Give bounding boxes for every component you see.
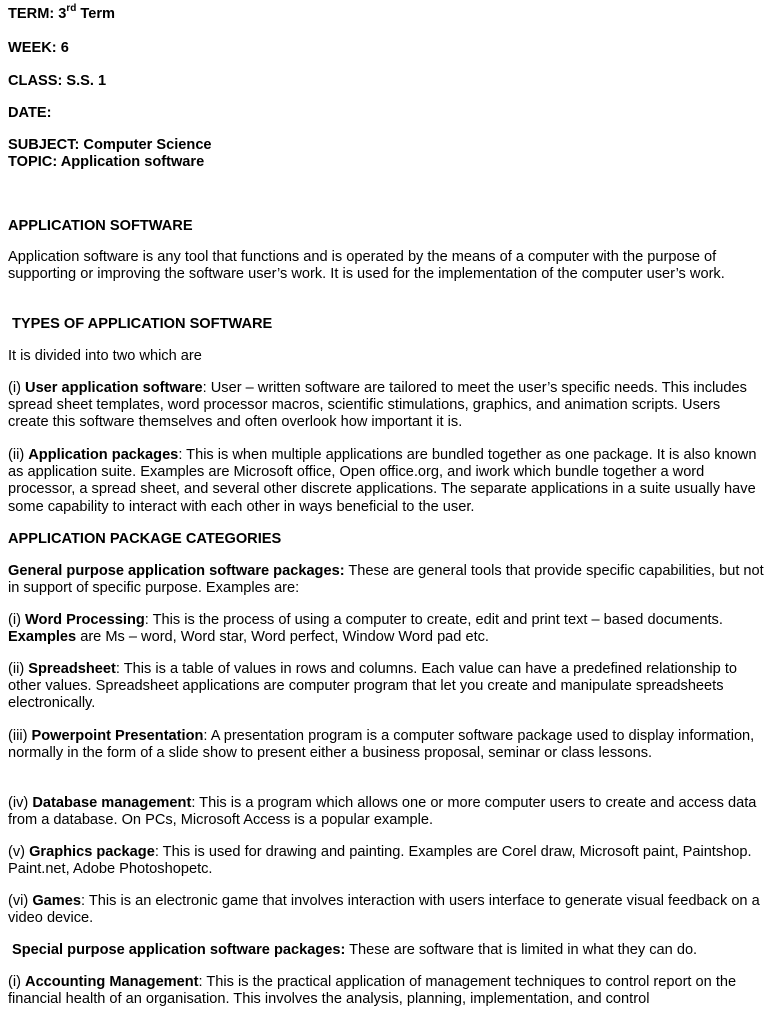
general-item [8, 728, 764, 762]
item-text: : This is the practical application of management techniques to control report on the financial health of an organisation. This involves the analysis, planning, implementation, and control [8, 974, 737, 1008]
term-line [8, 3, 764, 23]
term-superscript: rd [66, 3, 77, 15]
general-item [8, 844, 764, 878]
term-label: TERM: 3 [8, 6, 67, 22]
item-text: : This is the process of using a computer to create, edit and print text – based documents. [144, 612, 723, 628]
type-item [8, 380, 764, 432]
item-text: : This is an electronic game that involves interaction with users interface to generate visual feedback on a video device. [8, 893, 760, 927]
heading-categories: APPLICATION PACKAGE CATEGORIES [8, 531, 282, 547]
item-prefix: (ii) [8, 661, 29, 677]
item-text: : This is when multiple applications are bundled together as one package. It is also known as application suite. Examples are Microsoft office, Open office.org, and iwork which bundle together a word processor, a spread sheet, and several other discrete applications. The separate applications in a suite usually have some capability to interact with each other in ways beneficial to the user. [8, 447, 757, 515]
general-text: These are general tools that provide specific capabilities, but not in support of specific purpose. Examples are: [8, 563, 764, 597]
general-purpose-paragraph [8, 563, 764, 597]
item-prefix: (i) [8, 380, 26, 396]
topic-line: TOPIC: Application software [8, 154, 205, 170]
divided-paragraph: It is divided into two which are [8, 348, 202, 364]
special-item [8, 974, 764, 1008]
type-item [8, 447, 764, 516]
subject-line: SUBJECT: Computer Science [8, 137, 212, 153]
general-item [8, 795, 764, 829]
item-prefix: (iv) [8, 795, 33, 811]
item-prefix: (ii) [8, 447, 29, 463]
class-line: CLASS: S.S. 1 [8, 73, 107, 89]
item-prefix: (v) [8, 844, 30, 860]
item-term: Accounting Management [25, 974, 199, 990]
item-prefix: (iii) [8, 728, 32, 744]
week-line: WEEK: 6 [8, 40, 69, 56]
item-term: Games [32, 893, 82, 909]
item-term: User application software [25, 380, 203, 396]
item-prefix: (vi) [8, 893, 33, 909]
item-text: : A presentation program is a computer software package used to display information, normally in the form of a slide show to present either a business proposal, seminar or class lessons. [8, 728, 755, 762]
item-prefix: (i) [8, 612, 26, 628]
heading-application-software: APPLICATION SOFTWARE [8, 218, 193, 234]
item-term: Word Processing [25, 612, 145, 628]
item-extra-term: Examples [8, 629, 77, 646]
item-term: Database management [32, 795, 192, 811]
general-term: General purpose application software packages: [8, 563, 345, 579]
general-item [8, 661, 764, 713]
item-text: : This is a program which allows one or more computer users to create and access data from a database. On PCs, Microsoft Access is a popular example. [8, 795, 757, 829]
item-text: : This is a table of values in rows and columns. Each value can have a predefined relationship to other values. Spreadsheet applications are computer program that let you create and manipulate spreadsheets electronically. [8, 661, 738, 712]
term-rest: Term [76, 6, 116, 22]
special-text: These are software that is limited in what they can do. [345, 942, 698, 958]
item-term: Graphics package [29, 844, 155, 860]
item-prefix: (i) [8, 974, 26, 990]
item-text: : This is used for drawing and painting. Examples are Corel draw, Microsoft paint, Paintshop. Paint.net, Adobe Photoshopetc. [8, 844, 752, 878]
item-extra-text: are Ms – word, Word star, Word perfect, Window Word pad etc. [76, 629, 489, 646]
intro-paragraph: Application software is any tool that functions and is operated by the means of a computer with the purpose of supporting or improving the software user’s work. It is used for the implementation of the computer user’s work. [8, 249, 725, 283]
item-term: Application packages [28, 447, 179, 463]
special-term: Special purpose application software packages: [12, 942, 346, 958]
special-purpose-paragraph [8, 942, 768, 959]
item-text: : User – written software are tailored to meet the user’s specific needs. This includes spread sheet templates, word processor macros, scientific stimulations, graphics, and animation scripts. Users create this software themselves and often overlook how important it is. [8, 380, 747, 431]
date-line: DATE: [8, 105, 52, 121]
item-term: Spreadsheet [28, 661, 116, 677]
general-item [8, 612, 764, 646]
item-term: Powerpoint Presentation [31, 728, 204, 744]
heading-types: TYPES OF APPLICATION SOFTWARE [12, 316, 273, 332]
general-item [8, 893, 764, 927]
